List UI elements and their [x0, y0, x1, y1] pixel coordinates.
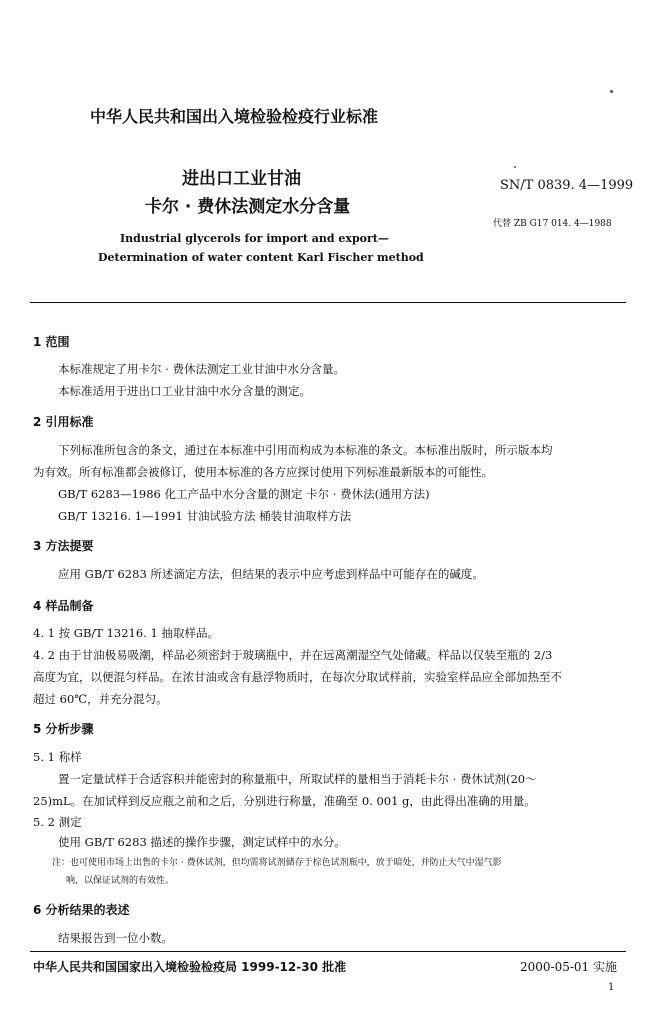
english-title-line-2: Determination of water content Karl Fischer method [98, 251, 424, 264]
body-line: 下列标准所包含的条文，通过在本标准中引用而构成为本标准的条文。本标准出版时，所示版本均 [58, 443, 553, 457]
chinese-title-line-2: 卡尔 · 费休法测定水分含量 [145, 197, 351, 217]
subsection-heading: 5. 2 测定 [33, 815, 82, 829]
body-line: 置一定量试样于合适容积并能密封的称量瓶中，所取试样的量相当于消耗卡尔 · 费休试剂(20～ [58, 772, 537, 786]
section-heading-references: 2 引用标准 [33, 415, 94, 429]
reference-item: GB/T 13216. 1—1991 甘油试验方法 桶装甘油取样方法 [58, 509, 352, 523]
section-heading-principle: 3 方法提要 [33, 539, 94, 553]
footer-rule [30, 951, 626, 952]
header-rule [30, 302, 626, 303]
body-line: 为有效。所有标准都会被修订，使用本标准的各方应探讨使用下列标准最新版本的可能性。 [33, 465, 493, 479]
scan-speck [514, 166, 516, 168]
english-title-line-1: Industrial glycerols for import and export— [120, 232, 389, 245]
reference-item: GB/T 6283—1986 化工产品中水分含量的测定 卡尔 · 费休法(通用方法) [58, 487, 430, 501]
page-number: 1 [608, 982, 615, 993]
section-heading-procedure: 5 分析步骤 [33, 722, 94, 736]
section-heading-scope: 1 范围 [33, 335, 70, 349]
replaces-standard: 代替 ZB G17 014. 4—1988 [493, 219, 612, 229]
body-line: 使用 GB/T 6283 描述的操作步骤，测定试样中的水分。 [58, 835, 346, 849]
scan-speck [610, 90, 613, 93]
implementation-date: 2000-05-01 实施 [520, 960, 618, 974]
body-line: 25)mL。在加试样到反应瓶之前和之后，分别进行称量，准确至 0. 001 g，由此得出准确的用量。 [33, 794, 536, 808]
body-line: 应用 GB/T 6283 所述滴定方法，但结果的表示中应考虑到样品中可能存在的碱度。 [58, 567, 484, 581]
body-line: 4. 1 按 GB/T 13216. 1 抽取样品。 [33, 626, 219, 640]
section-heading-result-expression: 6 分析结果的表述 [33, 903, 130, 917]
chinese-title-line-1: 进出口工业甘油 [182, 169, 301, 189]
industry-standard-title: 中华人民共和国出入境检验检疫行业标准 [90, 107, 379, 126]
subsection-heading: 5. 1 称样 [33, 750, 82, 764]
standard-number: SN/T 0839. 4—1999 [500, 178, 634, 193]
body-line: 高度为宜，以便混匀样品。在浓甘油或含有悬浮物质时，在每次分取试样前，实验室样品应全部加热至不 [33, 670, 562, 684]
note-line: 注：也可使用市场上出售的卡尔 · 费休试剂，但均需将试剂储存于棕色试剂瓶中，放于暗处，并防止大气中湿气影 [52, 858, 502, 868]
body-line: 本标准适用于进出口工业甘油中水分含量的测定。 [58, 384, 311, 398]
body-line: 本标准规定了用卡尔 · 费休法测定工业甘油中水分含量。 [58, 362, 345, 376]
issued-by-date: 中华人民共和国国家出入境检验检疫局 1999-12-30 批准 [33, 960, 347, 974]
body-line: 4. 2 由于甘油极易吸潮，样品必须密封于玻璃瓶中，并在远离潮湿空气处储藏。样品以仅装至瓶的 2/3 [33, 648, 553, 662]
body-line: 结果报告到一位小数。 [58, 931, 173, 945]
section-heading-sample-preparation: 4 样品制备 [33, 599, 94, 613]
note-line: 响，以保证试剂的有效性。 [66, 876, 175, 886]
body-line: 超过 60℃，并充分混匀。 [33, 692, 168, 706]
